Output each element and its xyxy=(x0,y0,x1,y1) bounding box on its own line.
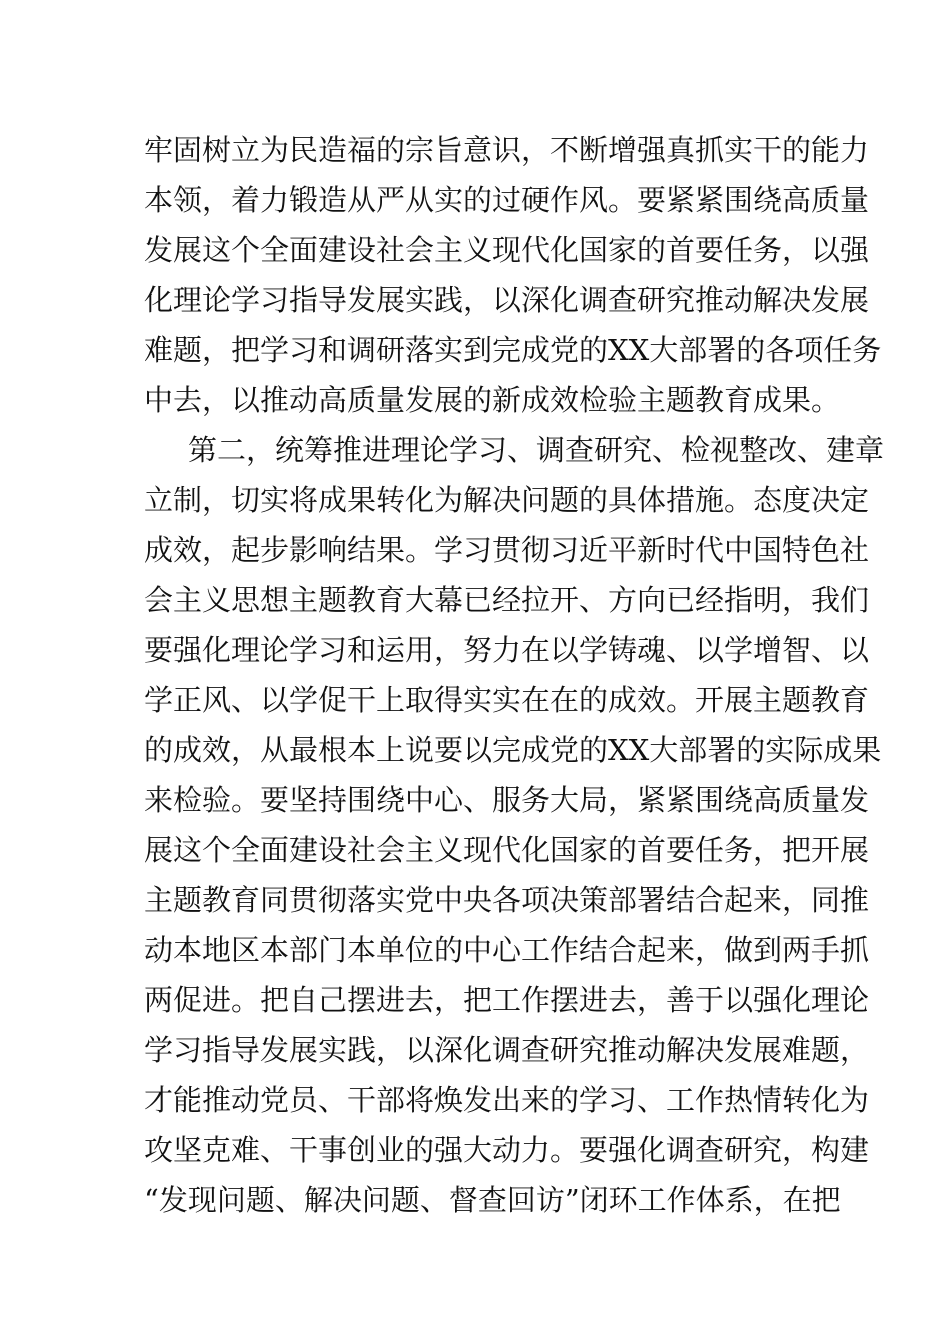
text-line: 要强化理论学习和运用，努力在以学铸魂、以学增智、以 xyxy=(144,633,870,667)
text-line: 动本地区本部门本单位的中心工作结合起来，做到两手抓 xyxy=(144,933,870,967)
text-line: 立制，切实将成果转化为解决问题的具体措施。态度决定 xyxy=(144,483,870,517)
text-line: 牢固树立为民造福的宗旨意识，不断增强真抓实干的能力 xyxy=(144,133,870,167)
text-line: 难题，把学习和调研落实到完成党的XX大部署的各项任务 xyxy=(144,333,882,367)
text-line: 两促进。把自己摆进去，把工作摆进去，善于以强化理论 xyxy=(144,983,870,1017)
text-line: 中去，以推动高质量发展的新成效检验主题教育成果。 xyxy=(144,383,841,417)
text-line: 化理论学习指导发展实践，以深化调查研究推动解决发展 xyxy=(144,283,870,317)
text-line: 展这个全面建设社会主义现代化国家的首要任务，把开展 xyxy=(144,833,870,867)
text-line: 的成效，从最根本上说要以完成党的XX大部署的实际成果 xyxy=(144,733,882,767)
text-line: 主题教育同贯彻落实党中央各项决策部署结合起来，同推 xyxy=(144,883,870,917)
text-line: “发现问题、解决问题、督查回访”闭环工作体系，在把 xyxy=(144,1183,841,1217)
text-line: 学习指导发展实践，以深化调查研究推动解决发展难题， xyxy=(144,1033,870,1067)
text-line: 发展这个全面建设社会主义现代化国家的首要任务，以强 xyxy=(144,233,870,267)
text-line: 本领，着力锻造从严从实的过硬作风。要紧紧围绕高质量 xyxy=(144,183,870,217)
text-line: 会主义思想主题教育大幕已经拉开、方向已经指明，我们 xyxy=(144,583,870,617)
text-line: 学正风、以学促干上取得实实在在的成效。开展主题教育 xyxy=(144,683,870,717)
text-line: 成效，起步影响结果。学习贯彻习近平新时代中国特色社 xyxy=(144,533,870,567)
text-line: 才能推动党员、干部将焕发出来的学习、工作热情转化为 xyxy=(144,1083,870,1117)
text-line: 第二，统筹推进理论学习、调查研究、检视整改、建章 xyxy=(188,433,885,467)
text-line: 来检验。要坚持围绕中心、服务大局，紧紧围绕高质量发 xyxy=(144,783,870,817)
text-line: 攻坚克难、干事创业的强大动力。要强化调查研究，构建 xyxy=(144,1133,870,1167)
